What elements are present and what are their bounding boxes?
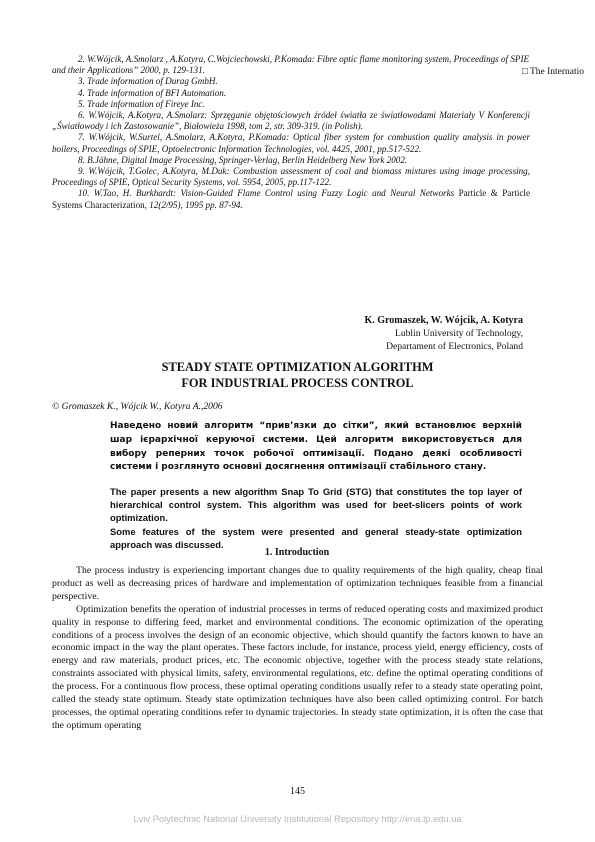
reference-item [52,65,530,76]
affiliation-line: Lublin University of Technology, [394,328,523,339]
paper-title-line-2: FOR INDUSTRIAL PROCESS CONTROL [181,376,414,390]
truncated-text: The Internatio [527,67,585,77]
reference-text: 6. W.Wójcik, A.Kotyra, A.Smolarz: Sprzęganie objętościowych źródeł światła ze światłowodami Materiały V Konferencji „Światłowody i ich Zastosowanie”, Białowieża 1998, tom 2, str. 309-319. (in Polish). [52,110,530,132]
copyright-line: © Gromaszek K., Wójcik W., Kotyra A.,2006 [52,401,223,412]
reference-item [52,166,530,188]
reference-text: 3. Trade information of Durag GmbH. [78,76,218,87]
reference-list [52,54,530,211]
reference-text: 2. W.Wójcik, A.Smolarz , A.Kotyra, C.Wojciechowski, P.Komada: Fibre optic flame monitoring system, Proceedings of SPIE [78,54,530,64]
reference-item [52,188,530,210]
abstract-paragraph: Some features of the system were presented and general steady-state optimization approach was discussed. [110,525,522,550]
abstract-english [110,485,522,551]
repository-footer: Lviv Polytechnic National University Institutional Repository http://ena.lp.edu.ua [133,813,462,824]
abstract-paragraph: The paper presents a new algorithm Snap To Grid (STG) that constitutes the top layer of hierarchical control system. This algorithm was used for beet-slicers points of work optimization. [110,486,522,524]
page-number: 145 [290,786,305,797]
body-text [52,565,543,733]
paper-title-line-1: STEADY STATE OPTIMIZATION ALGORITHM [161,360,434,374]
section-heading: 1. Introduction [264,547,330,558]
reference-item [52,99,530,110]
body-paragraph: The process industry is experiencing important changes due to quality requirements of the high quality, cheap final product as well as decreasing prices of hardware and implementation of optimization techniques feasible from a financial perspective. [52,565,543,602]
truncated-margin-text [522,67,584,77]
reference-text: 4. Trade information of BFI Automation. [78,87,227,98]
reference-item [52,88,530,99]
reference-text: 5. Trade information of Fireye Inc. [78,98,205,109]
affiliation [386,328,523,353]
reference-text: 8. B.Jähne, Digital Image Processing, Springer-Verlag, Berlin Heidelberg New York 2002. [78,154,408,165]
reference-details: 12(2/95), 1995 pp. 87-94. [146,199,243,210]
reference-item [52,110,530,132]
reference-text: 7. W.Wójcik, W.Surtel, A.Smolarz, A.Kotyra, P.Komada: Optical fiber system for combustion quality analysis in power boilers, Proceedings of SPIE, Optoelectronic Information Technologies, vol. 4425, 2001, pp.517-522. [52,132,530,154]
authors: K. Gromaszek, W. Wójcik, A. Kotyra [364,315,523,326]
affiliation-line: Departament of Electronics, Poland [386,340,523,352]
reference-item [52,76,530,87]
reference-text: 9. W.Wójcik, T.Golec, A.Kotyra, M.Duk: Combustion assessment of coal and biomass mixtures using image processing, Proceedings of SPIE, Optical Security Systems, vol. 5954, 2005, pp.117-122. [52,166,530,188]
missing-glyph-icon: □ [522,67,528,77]
reference-item [52,155,530,166]
reference-item [52,54,530,65]
body-paragraph: Optimization benefits the operation of industrial processes in terms of reduced operating costs and maximized product quality in response to differing feed, market and environmental conditions. The economic optimization of the operating conditions of a process involves the design of an economic objective, which should quantify the factors known to have an economic impact in the way the plant operates. These factors include, for instance, process yield, energy efficiency, costs of energy and raw materials, product prices, etc. The economic objective, together with the process steady state relations, constraints associated with physical limits, safety, environmental regulations, etc. define the optimal operating conditions of the process. For a continuous flow process, these optimal operating conditions usually refer to a steady state operating point, called the steady state optimum. Steady state optimization techniques have also been called optimizing control. For batch processes, the optimal operating conditions refer to dynamic trajectories. In steady state optimization, it is often the case that the optimum operating [52,603,543,731]
abstract-ukrainian: Наведено новий алгоритм “прив’язки до сітки”, який встановлює верхній шар ієрархічної керуючої системи. Цей алгоритм використовується для вибору реперних точок робочої оптимізації. Подано деякі особливості системи і розглянуто основні досягнення оптимізації стабільного стану. [110,421,522,473]
reference-journal: Particle & Particle Systems Characterization, [52,188,530,210]
reference-text: and their Applications” 2000, p. 129-131. [52,65,205,76]
reference-text: 10. W.Tao, H. Burkhardt: Vision-Guided Flame Control using Fuzzy Logic and Neural Networks [78,188,455,199]
reference-item [52,132,530,154]
